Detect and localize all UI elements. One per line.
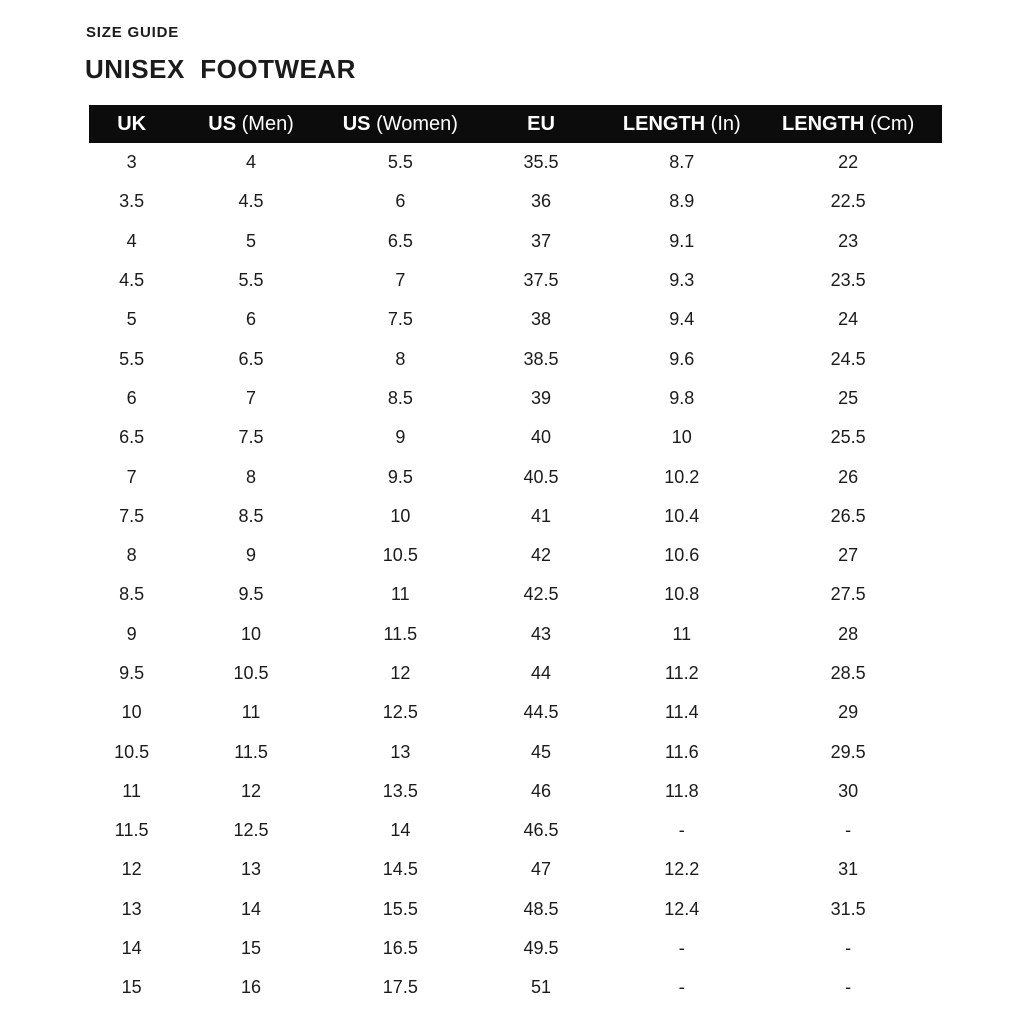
size-cell: 7.5 xyxy=(119,505,145,526)
size-cell: 15.5 xyxy=(382,898,418,919)
column-header-bold-text: LENGTH xyxy=(782,112,865,135)
size-cell: 11 xyxy=(390,584,410,605)
table-row xyxy=(89,968,942,1007)
table-row xyxy=(89,732,942,771)
size-cell: 3 xyxy=(126,152,137,173)
size-cell: - xyxy=(678,938,685,959)
size-cell: 4.5 xyxy=(238,191,264,212)
size-table xyxy=(89,105,942,1008)
size-cell: 31.5 xyxy=(830,898,866,919)
size-cell: - xyxy=(678,977,685,998)
table-row xyxy=(89,536,942,575)
size-cell: 28.5 xyxy=(830,663,866,683)
size-cell: 8.9 xyxy=(669,191,695,212)
size-cell: 12.5 xyxy=(233,820,269,841)
size-cell: 36 xyxy=(531,191,552,212)
size-cell: 10.5 xyxy=(382,545,418,566)
size-cell: 5.5 xyxy=(119,348,145,369)
size-cell: 9.5 xyxy=(238,584,264,605)
column-header-bold-text: US xyxy=(342,112,371,135)
size-cell: 8.5 xyxy=(119,584,145,605)
size-cell: 7.5 xyxy=(387,309,413,330)
size-cell: 12.2 xyxy=(664,859,700,880)
size-cell: 41 xyxy=(531,505,552,526)
size-cell: 9.6 xyxy=(669,348,695,369)
size-cell: 11.4 xyxy=(664,702,699,723)
size-cell: 12 xyxy=(390,663,411,683)
size-cell: 27 xyxy=(838,545,859,566)
table-row xyxy=(89,379,942,418)
column-header-bold-text: US xyxy=(208,112,237,135)
size-cell: 42 xyxy=(531,545,552,566)
table-row xyxy=(89,654,942,693)
column-header-normal-text: (Women) xyxy=(370,112,458,135)
size-cell: 44 xyxy=(531,663,552,683)
size-cell: 47 xyxy=(531,859,552,880)
page-title: UNISEX FOOTWEAR xyxy=(85,54,356,84)
size-cell: 6.5 xyxy=(238,348,264,369)
size-cell: 16.5 xyxy=(382,938,418,959)
size-cell: 27.5 xyxy=(830,584,866,605)
size-cell: 44.5 xyxy=(523,702,559,723)
size-cell: 13.5 xyxy=(382,780,418,801)
size-cell: 12.5 xyxy=(382,702,418,723)
size-cell: 7 xyxy=(246,387,257,408)
size-cell: 3.5 xyxy=(119,191,145,212)
size-cell: 35.5 xyxy=(523,152,559,173)
table-row xyxy=(89,300,942,339)
size-cell: 10.5 xyxy=(233,663,269,683)
column-header-normal-text: (In) xyxy=(705,112,741,135)
size-cell: 6 xyxy=(126,387,137,408)
column-header-bold-text: UK xyxy=(117,112,147,135)
size-cell: 11.5 xyxy=(234,741,268,762)
table-row xyxy=(89,143,942,182)
size-cell: 45 xyxy=(531,741,552,762)
size-cell: 37 xyxy=(531,230,552,251)
size-cell: 11 xyxy=(672,623,692,644)
table-row xyxy=(89,811,942,850)
size-cell: 6 xyxy=(395,191,406,212)
size-cell: 10.4 xyxy=(664,505,700,526)
size-cell: 8.5 xyxy=(387,387,413,408)
column-header-bold-text: LENGTH xyxy=(622,112,706,135)
size-cell: 30 xyxy=(838,780,859,801)
size-cell: 42.5 xyxy=(523,584,559,605)
size-cell: 5 xyxy=(246,230,257,251)
size-cell: 10.5 xyxy=(114,741,150,762)
size-cell: 37.5 xyxy=(523,270,559,291)
size-cell: 49.5 xyxy=(523,938,559,959)
column-header xyxy=(174,105,328,143)
size-cell: 7.5 xyxy=(238,427,264,448)
size-cell: 13 xyxy=(121,898,142,919)
table-row xyxy=(89,457,942,496)
size-cell: 9.4 xyxy=(669,309,695,330)
size-cell: 14 xyxy=(121,938,142,959)
size-cell: 9 xyxy=(395,427,406,448)
table-row xyxy=(89,339,942,378)
size-cell: 17.5 xyxy=(382,977,418,998)
size-cell: 12 xyxy=(241,780,262,801)
size-cell: 8 xyxy=(246,466,257,487)
column-header-normal-text: (Men) xyxy=(236,112,294,135)
size-cell: 11.8 xyxy=(664,780,699,801)
size-cell: 22 xyxy=(838,152,859,173)
size-cell: 4 xyxy=(246,152,257,173)
size-cell: 46.5 xyxy=(523,820,559,841)
size-cell: 15 xyxy=(241,938,262,959)
table-row xyxy=(89,222,942,261)
size-cell: 38.5 xyxy=(523,348,559,369)
size-cell: 23.5 xyxy=(830,270,866,291)
size-cell: 9.5 xyxy=(387,466,413,487)
size-cell: 26.5 xyxy=(830,505,866,526)
size-cell: 13 xyxy=(241,859,262,880)
size-cell: 10 xyxy=(121,702,142,723)
size-cell: 11.6 xyxy=(664,741,699,762)
size-cell: 9 xyxy=(126,623,137,644)
column-header-bold-text: EU xyxy=(527,112,555,135)
size-table-body xyxy=(89,143,942,1008)
table-row xyxy=(89,850,942,889)
table-row xyxy=(89,615,942,654)
size-cell: 29 xyxy=(838,702,859,723)
size-cell: 9 xyxy=(246,545,257,566)
size-cell: 12 xyxy=(121,859,142,880)
size-cell: 15 xyxy=(121,977,142,998)
table-row xyxy=(89,693,942,732)
size-cell: 9.3 xyxy=(669,270,695,291)
size-cell: 14 xyxy=(390,820,411,841)
table-row xyxy=(89,418,942,457)
size-cell: 14.5 xyxy=(382,859,418,880)
size-cell: 28 xyxy=(838,623,859,644)
table-row xyxy=(89,772,942,811)
size-cell: - xyxy=(678,820,685,841)
size-cell: 11.5 xyxy=(114,820,149,841)
table-row xyxy=(89,261,942,300)
size-guide-label: SIZE GUIDE xyxy=(86,24,180,41)
column-header xyxy=(609,105,754,143)
size-cell: 7 xyxy=(395,270,406,291)
size-cell: 31 xyxy=(838,859,859,880)
table-row xyxy=(89,575,942,614)
size-cell: 11.5 xyxy=(383,623,418,644)
size-cell: 39 xyxy=(531,387,552,408)
size-cell: 25.5 xyxy=(830,427,866,448)
size-cell: 8 xyxy=(395,348,406,369)
column-header xyxy=(473,105,609,143)
size-cell: 48.5 xyxy=(523,898,559,919)
size-cell: 22.5 xyxy=(830,191,866,212)
size-cell: 10.8 xyxy=(664,584,700,605)
column-header-normal-text: (Cm) xyxy=(864,112,915,135)
size-cell: 5 xyxy=(126,309,137,330)
table-row xyxy=(89,182,942,221)
size-cell: 10 xyxy=(390,505,411,526)
size-cell: 5.5 xyxy=(238,270,264,291)
size-cell: - xyxy=(845,938,852,959)
size-cell: 11 xyxy=(122,780,141,801)
size-cell: 10 xyxy=(241,623,262,644)
size-cell: 4.5 xyxy=(119,270,145,291)
column-header xyxy=(89,105,174,143)
table-row xyxy=(89,890,942,929)
size-cell: 16 xyxy=(241,977,262,998)
size-table-head xyxy=(89,105,942,143)
size-cell: 11 xyxy=(241,702,261,723)
table-row xyxy=(89,929,942,968)
table-header-row xyxy=(89,105,942,143)
size-cell: 10.2 xyxy=(664,466,700,487)
size-cell: 51 xyxy=(531,977,552,998)
size-cell: 7 xyxy=(126,466,137,487)
size-cell: 5.5 xyxy=(387,152,413,173)
size-cell: 6.5 xyxy=(119,427,145,448)
column-header xyxy=(328,105,473,143)
size-cell: 6.5 xyxy=(387,230,413,251)
size-cell: 14 xyxy=(241,898,262,919)
column-header xyxy=(754,105,942,143)
size-cell: 8.7 xyxy=(669,152,695,173)
size-cell: 40 xyxy=(531,427,552,448)
size-cell: 8 xyxy=(126,545,137,566)
size-cell: 11.2 xyxy=(664,663,699,683)
size-cell: 25 xyxy=(838,387,859,408)
table-row xyxy=(89,497,942,536)
size-cell: 4 xyxy=(126,230,137,251)
size-cell: 43 xyxy=(531,623,552,644)
size-cell: 13 xyxy=(390,741,411,762)
size-cell: - xyxy=(845,977,852,998)
size-cell: 24 xyxy=(838,309,859,330)
size-cell: 46 xyxy=(531,780,552,801)
size-cell: - xyxy=(845,820,852,841)
size-cell: 6 xyxy=(246,309,257,330)
size-cell: 38 xyxy=(531,309,552,330)
size-cell: 10 xyxy=(671,427,692,448)
size-cell: 12.4 xyxy=(664,898,700,919)
size-cell: 9.5 xyxy=(119,663,145,683)
size-cell: 26 xyxy=(838,466,859,487)
size-cell: 40.5 xyxy=(523,466,559,487)
size-cell: 29.5 xyxy=(830,741,866,762)
size-cell: 9.8 xyxy=(669,387,695,408)
size-cell: 23 xyxy=(838,230,859,251)
size-cell: 10.6 xyxy=(664,545,700,566)
size-cell: 9.1 xyxy=(669,230,695,251)
size-cell: 8.5 xyxy=(238,505,264,526)
size-cell: 24.5 xyxy=(830,348,866,369)
